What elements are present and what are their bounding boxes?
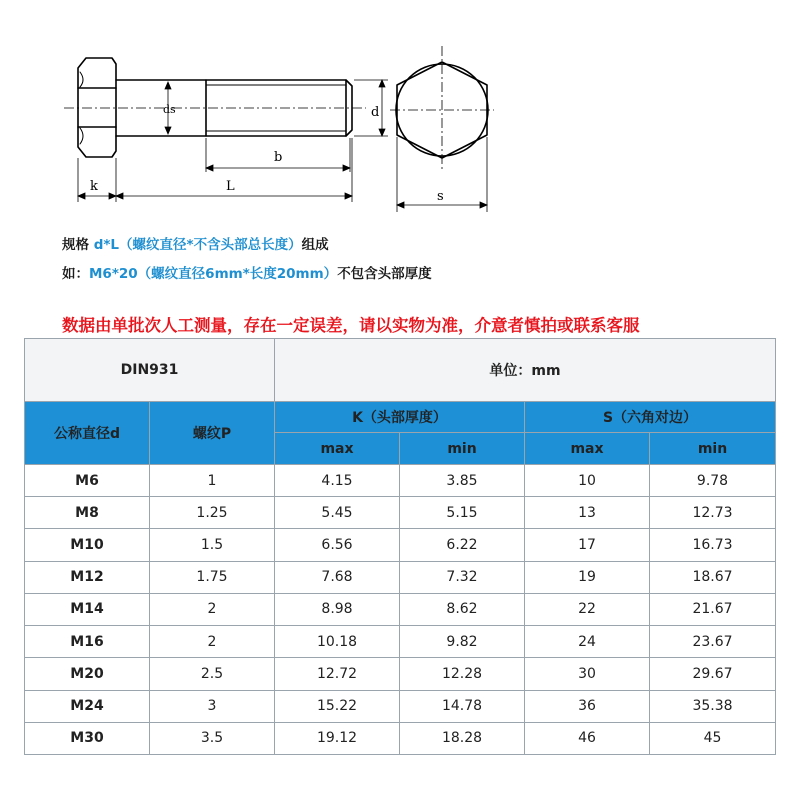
dim-label-s: s [437,189,444,204]
cell-pitch: 2.5 [150,658,275,690]
cell-k-max: 4.15 [275,465,400,497]
cell-s-min: 21.67 [650,593,776,625]
din931-spec-table [24,338,776,755]
spec-example-note: 如：M6*20（螺纹直径6mm*长度20mm）不包含头部厚度 [62,266,432,282]
dim-label-d: d [371,105,380,120]
cell-s-min: 23.67 [650,626,776,658]
cell-s-max: 36 [525,690,650,722]
cell-s-min: 35.38 [650,690,776,722]
cell-s-max: 10 [525,465,650,497]
standard-cell: DIN931 [25,339,275,402]
cell-k-max: 8.98 [275,593,400,625]
cell-pitch: 3 [150,690,275,722]
cell-k-min: 12.28 [400,658,525,690]
cell-s-min: 16.73 [650,529,776,561]
table-row [25,658,776,690]
cell-k-min: 3.85 [400,465,525,497]
cell-pitch: 2 [150,593,275,625]
cell-k-min: 7.32 [400,561,525,593]
cell-k-min: 6.22 [400,529,525,561]
cell-k-min: 9.82 [400,626,525,658]
bolt-technical-drawing [0,0,800,225]
table-row [25,626,776,658]
table-row [25,690,776,722]
header-k-min: min [400,433,525,465]
cell-size: M10 [25,529,150,561]
table-row [25,497,776,529]
table-row [25,722,776,754]
cell-s-max: 17 [525,529,650,561]
measurement-warning: 数据由单批次人工测量，存在一定误差，请以实物为准，介意者慎拍或联系客服 [62,316,640,335]
cell-k-max: 10.18 [275,626,400,658]
cell-k-min: 5.15 [400,497,525,529]
cell-k-min: 18.28 [400,722,525,754]
cell-k-max: 5.45 [275,497,400,529]
cell-pitch: 3.5 [150,722,275,754]
cell-size: M24 [25,690,150,722]
cell-pitch: 1.5 [150,529,275,561]
cell-pitch: 1.75 [150,561,275,593]
cell-size: M8 [25,497,150,529]
cell-s-min: 9.78 [650,465,776,497]
cell-s-max: 24 [525,626,650,658]
cell-s-min: 29.67 [650,658,776,690]
unit-cell: 单位：mm [275,339,776,402]
cell-s-min: 45 [650,722,776,754]
cell-size: M14 [25,593,150,625]
cell-size: M6 [25,465,150,497]
header-s-group: S（六角对边） [525,402,776,433]
header-k-group: K（头部厚度） [275,402,525,433]
cell-s-min: 18.67 [650,561,776,593]
cell-k-min: 8.62 [400,593,525,625]
header-nominal-diameter: 公称直径d [25,402,150,465]
cell-size: M30 [25,722,150,754]
cell-size: M16 [25,626,150,658]
bolt-head-side [78,58,116,157]
dim-label-b: b [274,150,283,165]
header-pitch: 螺纹P [150,402,275,465]
cell-pitch: 1 [150,465,275,497]
cell-s-max: 46 [525,722,650,754]
cell-size: M12 [25,561,150,593]
header-s-min: min [650,433,776,465]
table-row [25,465,776,497]
cell-k-max: 6.56 [275,529,400,561]
header-s-max: max [525,433,650,465]
cell-k-max: 19.12 [275,722,400,754]
cell-s-max: 30 [525,658,650,690]
table-row [25,561,776,593]
cell-s-max: 22 [525,593,650,625]
cell-pitch: 2 [150,626,275,658]
dim-label-k: k [90,179,98,194]
table-row [25,593,776,625]
cell-s-min: 12.73 [650,497,776,529]
table-row [25,529,776,561]
cell-s-max: 19 [525,561,650,593]
spec-format-note: 规格 d*L（螺纹直径*不含头部总长度）组成 [62,237,329,253]
cell-size: M20 [25,658,150,690]
cell-s-max: 13 [525,497,650,529]
dim-label-ds: ds [163,103,176,116]
cell-k-max: 15.22 [275,690,400,722]
dim-label-L: L [226,179,235,194]
header-k-max: max [275,433,400,465]
cell-k-min: 14.78 [400,690,525,722]
cell-k-max: 7.68 [275,561,400,593]
cell-k-max: 12.72 [275,658,400,690]
cell-pitch: 1.25 [150,497,275,529]
